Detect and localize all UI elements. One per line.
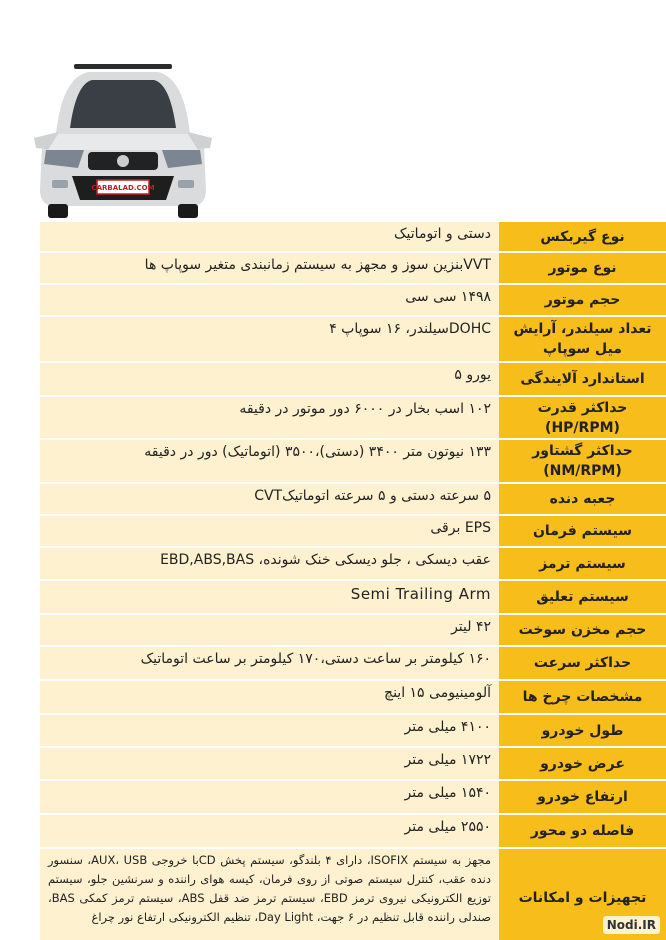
spec-value: ۵ سرعته دستی و ۵ سرعته اتوماتیکCVT <box>38 484 499 514</box>
watermark-logo: Nodi.IR <box>603 916 660 934</box>
spec-row <box>38 681 666 715</box>
spec-value: VVTبنزین سوز و مجهز به سیستم زمانبندی متغیر سوپاپ ها <box>38 253 499 283</box>
spec-label: حداکثر گشتاور (NM/RPM) <box>499 440 666 482</box>
spec-label: نوع موتور <box>499 253 666 283</box>
spec-value: ۴۱۰۰ میلی متر <box>38 715 499 746</box>
spec-value: دستی و اتوماتیک <box>38 222 499 251</box>
spec-value: EPS برقی <box>38 516 499 546</box>
license-plate: CARBALAD.COM <box>91 184 155 192</box>
spec-row <box>38 849 666 940</box>
spec-value: عقب دیسکی ، جلو دیسکی خنک شونده، EBD,ABS,BAS <box>38 548 499 579</box>
spec-label: استاندارد آلایندگی <box>499 363 666 395</box>
spec-label: سیستم فرمان <box>499 516 666 546</box>
spec-value: آلومینیومی ۱۵ اینچ <box>38 681 499 713</box>
spec-row <box>38 548 666 581</box>
spec-label: نوع گیربکس <box>499 222 666 251</box>
spec-row <box>38 484 666 516</box>
spec-label: تجهیزات و امکانات <box>499 849 666 940</box>
spec-value: ۱۵۴۰ میلی متر <box>38 781 499 813</box>
spec-row <box>38 222 666 253</box>
spec-value: ۲۵۵۰ میلی متر <box>38 815 499 847</box>
spec-label: جعبه دنده <box>499 484 666 514</box>
spec-table <box>38 222 666 940</box>
spec-value: ۱۳۳ نیوتون متر ۳۴۰۰ (دستی)،۳۵۰۰ (اتوماتیک) دور در دقیقه <box>38 440 499 482</box>
spec-row <box>38 440 666 484</box>
spec-value: ۱۰۲ اسب بخار در ۶۰۰۰ دور موتور در دقیقه <box>38 397 499 438</box>
spec-label: عرض خودرو <box>499 748 666 779</box>
spec-row <box>38 516 666 548</box>
spec-label: سیستم تعلیق <box>499 581 666 613</box>
car-image <box>28 58 218 220</box>
spec-label: ارتفاع خودرو <box>499 781 666 813</box>
spec-label: فاصله دو محور <box>499 815 666 847</box>
spec-label: تعداد سیلندر، آرایش میل سوپاپ <box>499 317 666 361</box>
spec-value: مجهز به سیستم ISOFIX، دارای ۴ بلندگو، سیستم پخش CDبا خروجی AUX، USB، سنسور دنده عقب، کنترل سیستم صوتی از روی فرمان، کیسه هوای راننده و سرنشین جلو، سیستم توزیع الکترونیکی نیروی ترمز EBD، سیستم ترمز ضد قفل ABS، سیستم ترمز کمکی BAS، صندلی راننده قابل تنظیم در ۶ جهت، Day Light، تنظیم الکترونیکی ارتفاع نور چراغ <box>38 849 499 940</box>
spec-value: ۱۴۹۸ سی سی <box>38 285 499 315</box>
spec-label: طول خودرو <box>499 715 666 746</box>
spec-label: حداکثر سرعت <box>499 647 666 679</box>
spec-row <box>38 647 666 681</box>
spec-label: حداکثر قدرت (HP/RPM) <box>499 397 666 438</box>
spec-label: سیستم ترمز <box>499 548 666 579</box>
spec-value: ۴۲ لیتر <box>38 615 499 645</box>
spec-label: حجم موتور <box>499 285 666 315</box>
spec-row <box>38 397 666 440</box>
spec-value: ۱۶۰ کیلومتر بر ساعت دستی،۱۷۰ کیلومتر بر ساعت اتوماتیک <box>38 647 499 679</box>
spec-label: مشخصات چرخ ها <box>499 681 666 713</box>
spec-row <box>38 748 666 781</box>
spec-row <box>38 285 666 317</box>
spec-label: حجم مخزن سوخت <box>499 615 666 645</box>
spec-row <box>38 815 666 849</box>
spec-row <box>38 715 666 748</box>
spec-value: ۱۷۲۲ میلی متر <box>38 748 499 779</box>
spec-value: یورو ۵ <box>38 363 499 395</box>
spec-row <box>38 317 666 363</box>
spec-row <box>38 581 666 615</box>
spec-row <box>38 363 666 397</box>
spec-row <box>38 615 666 647</box>
spec-value: DOHCسیلندر، ۱۶ سوپاپ ۴ <box>38 317 499 361</box>
spec-value: Semi Trailing Arm <box>38 581 499 613</box>
spec-row <box>38 253 666 285</box>
spec-row <box>38 781 666 815</box>
